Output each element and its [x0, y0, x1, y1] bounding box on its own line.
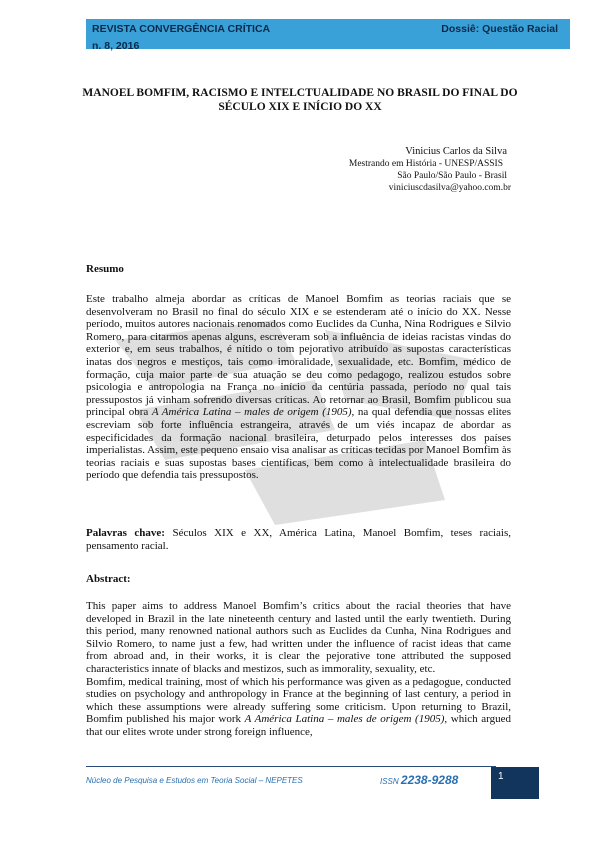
footer-institution: Núcleo de Pesquisa e Estudos em Teoria Social – NEPETES [86, 776, 303, 785]
issn-value: 2238-9288 [400, 773, 459, 787]
author-affiliation: Mestrando em História - UNESP/ASSIS [348, 159, 503, 169]
footer-divider [86, 766, 496, 767]
article-title: MANOEL BOMFIM, RACISMO E INTELCTUALIDADE NO BRASIL DO FINAL DO SÉCULO XIX E INÍCIO DO XX [82, 87, 518, 113]
keywords-line [86, 527, 511, 552]
journal-name: REVISTA CONVERGÊNCIA CRÍTICA [92, 23, 271, 35]
abstract-paragraph-1: This paper aims to address Manoel Bomfim’s critics about the racial theories that have developed in Brazil in the late nineteenth century and lasted until the early twentieth. During this period, many renowned national authors such as Euclides da Cunha, Nina Rodrigues and Silvio Romero, to name just a few, had written under the influence of racist ideas that came from abroad and, in their works, it is clear the pejorative tone attributed the supposed characteristics innate of blacks and mestizos, such as immorality, sexuality, etc. [86, 600, 511, 675]
author-location: São Paulo/São Paulo - Brasil [397, 171, 507, 181]
author-name: Vinicius Carlos da Silva [405, 146, 507, 157]
resumo-text-part1: Este trabalho almeja abordar as críticas de Manoel Bomfim as teorias raciais que se desenvolveram no Brasil no final do século XIX e se estenderam até o início do XX. Nesse período, muitos autores nacionais renomados como Euclides da Cunha, Nina Rodrigues e Silvio Romero, para citarmos apenas alguns, escreveram sob a influência de ideias racistas vindas do exterior e, em seus trabalhos, é nítido o tom pejorativo atribuído as supostas características inatas dos negros e mestiços, tais como imoralidade, sexualidade, etc. Bomfim, médico de formação, cuja maior parte de sua atuação se deu como pedagogo, realizou estudos sobre psicologia e antropologia na França no início da centúria passada, período no qual tais pressupostos já vinham sofrendo diversas críticas. Ao retornar ao Brasil, Bomfim publicou sua principal obra [86, 293, 511, 419]
abstract-heading: Abstract: [86, 573, 131, 585]
journal-header-bar [86, 19, 570, 52]
abstract-paragraph-2 [86, 676, 511, 739]
author-email: viniciuscdasilva@yahoo.com.br [388, 183, 511, 193]
resumo-paragraph [86, 293, 511, 482]
dossier-title: Dossiê: Questão Racial [441, 23, 558, 35]
resumo-heading: Resumo [86, 263, 124, 275]
keywords-text: Séculos XIX e XX, América Latina, Manoel Bomfim, teses raciais, pensamento racial. [86, 527, 511, 552]
issn-label: ISSN [380, 777, 399, 786]
resumo-text-part2: , na qual defendia que nossas elites escreviam sob forte influência estrangeira, através de um viés incapaz de abordar as especificidades da formação nacional brasileira, deturpado pelos interesses dos países imperialistas. Assim, este pequeno ensaio visa analisar as críticas tecidas por Manoel Bomfim às teorias raciais e suas supostas bases científicas, bem como à intelectualidade brasileira do período que defendia tais pressupostos. [86, 406, 511, 482]
abstract-work-title: A América Latina – males de origem (1905) [244, 713, 445, 726]
abstract-text-part2b: , which argued that our elites wrote under strong foreign influence, [86, 713, 511, 738]
resumo-work-title: A América Latina – males de origem (1905) [151, 406, 352, 419]
author-block [349, 146, 511, 194]
abstract-text-part2a: Bomfim, medical training, most of which his performance was given as a pedagogue, conducted studies on psychology and anthropology in France at the beginning of last century, a period in which these assumptions were already suffering some criticism. Upon returning to Brazil, Bomfim published his major work [86, 675, 511, 726]
footer-issn [380, 773, 458, 787]
page-number: 1 [498, 771, 504, 782]
abstract-body [86, 600, 511, 739]
keywords-label: Palavras chave: [86, 527, 165, 539]
issue-number: n. 8, 2016 [92, 40, 140, 52]
